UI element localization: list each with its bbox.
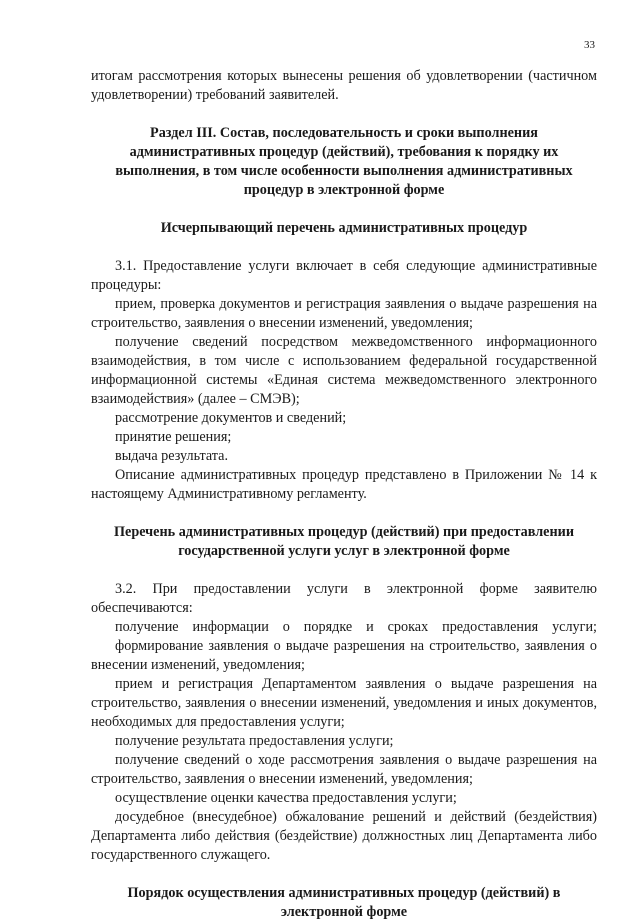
list-item: получение результата предоставления услуги; [115,733,394,749]
spacer [91,865,597,884]
intro-paragraph: итогам рассмотрения которых вынесены решения об удовлетворении (частичном удовлетворении) требований заявителей. [91,68,597,103]
appendix-reference-paragraph: Описание административных процедур представлено в Приложении № 14 к настоящему Административному регламенту. [91,467,597,502]
list-item: принятие решения; [115,429,232,445]
list-item: осуществление оценки качества предоставления услуги; [115,790,457,806]
list-item: получение информации о порядке и сроках предоставления услуги; [115,619,597,635]
subsection-1-title: Исчерпывающий перечень административных процедур [160,220,528,236]
document-body [91,67,597,922]
page-number: 33 [584,39,595,51]
spacer [91,561,597,580]
paragraph-3-1: 3.1. Предоставление услуги включает в себя следующие административные процедуры: [91,258,597,293]
spacer [91,238,597,257]
list-item: формирование заявления о выдаче разрешения на строительство, заявления о внесении изменений, уведомления; [91,638,597,673]
subsection-2-title: Перечень административных процедур (действий) при предоставлении государственной услуги услуг в электронной форме [114,524,574,559]
subsection-3-title: Порядок осуществления административных процедур (действий) в электронной форме [127,885,561,920]
list-item: прием, проверка документов и регистрация заявления о выдаче разрешения на строительство, заявления о внесении изменений, уведомления; [91,296,597,331]
section-title: Раздел III. Состав, последовательность и сроки выполнения административных процедур (действий), требования к порядку их выполнения, в том числе особенности выполнения административных процедур в электронной форме [115,125,573,198]
spacer [91,200,597,219]
spacer [91,105,597,124]
list-item: выдача результата. [115,448,229,464]
list-item: получение сведений посредством межведомственного информационного взаимодействия, в том числе с использованием федеральной государственной информационной системы «Единая система межведомственного электронного взаимодействия» (далее – СМЭВ); [91,334,597,407]
paragraph-3-2: 3.2. При предоставлении услуги в электронной форме заявителю обеспечиваются: [91,581,597,616]
list-item: получение сведений о ходе рассмотрения заявления о выдаче разрешения на строительство, заявления о внесении изменений, уведомления; [91,752,597,787]
spacer [91,504,597,523]
list-item: рассмотрение документов и сведений; [115,410,347,426]
list-item: досудебное (внесудебное) обжалование решений и действий (бездействия) Департамента либо действия (бездействие) должностных лиц Департамента либо государственного служащего. [91,809,597,863]
list-item: прием и регистрация Департаментом заявления о выдаче разрешения на строительство, заявления о внесении изменений, уведомления и иных документов, необходимых для предоставления услуги; [91,676,597,730]
